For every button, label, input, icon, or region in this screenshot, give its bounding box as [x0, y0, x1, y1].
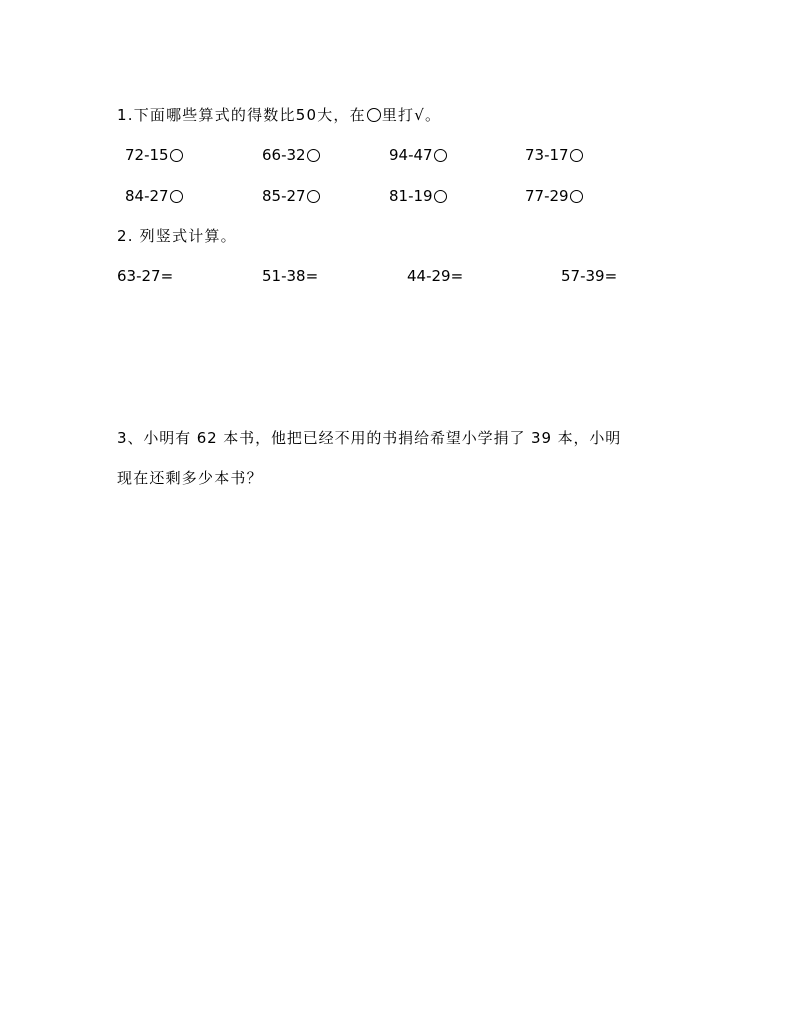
expression-item: 94-47 [389, 145, 447, 165]
question-1-suffix: 里打√。 [381, 106, 442, 124]
answer-circle-icon[interactable] [570, 149, 583, 162]
question-3-line-2: 现在还剩多少本书？ [117, 469, 263, 487]
vertical-calc-item: 51-38= [262, 267, 319, 285]
answer-circle-icon [367, 108, 381, 122]
answer-circle-icon[interactable] [570, 190, 583, 203]
expression-item: 81-19 [389, 186, 447, 206]
question-1-row-2 [0, 186, 794, 206]
vertical-calc-item: 57-39= [561, 267, 618, 285]
expression-item: 66-32 [262, 145, 320, 165]
answer-circle-icon[interactable] [170, 149, 183, 162]
answer-circle-icon[interactable] [434, 149, 447, 162]
answer-circle-icon[interactable] [307, 190, 320, 203]
question-1-prefix: 1.下面哪些算式的得数比50大，在 [117, 106, 366, 124]
answer-circle-icon[interactable] [434, 190, 447, 203]
answer-circle-icon[interactable] [170, 190, 183, 203]
expression-item: 77-29 [525, 186, 583, 206]
answer-circle-icon[interactable] [307, 149, 320, 162]
expression-item: 72-15 [125, 145, 183, 165]
vertical-calc-item: 63-27= [117, 267, 174, 285]
expression-item: 73-17 [525, 145, 583, 165]
question-1-title [117, 105, 441, 125]
question-2-row [0, 266, 794, 286]
expression-item: 85-27 [262, 186, 320, 206]
expression-item: 84-27 [125, 186, 183, 206]
vertical-calc-item: 44-29= [407, 267, 464, 285]
question-3-line-1: 3、小明有 62 本书，他把已经不用的书捐给希望小学捐了 39 本，小明 [117, 429, 622, 447]
question-1-row-1 [0, 145, 794, 165]
question-2-title: 2. 列竖式计算。 [117, 227, 237, 245]
